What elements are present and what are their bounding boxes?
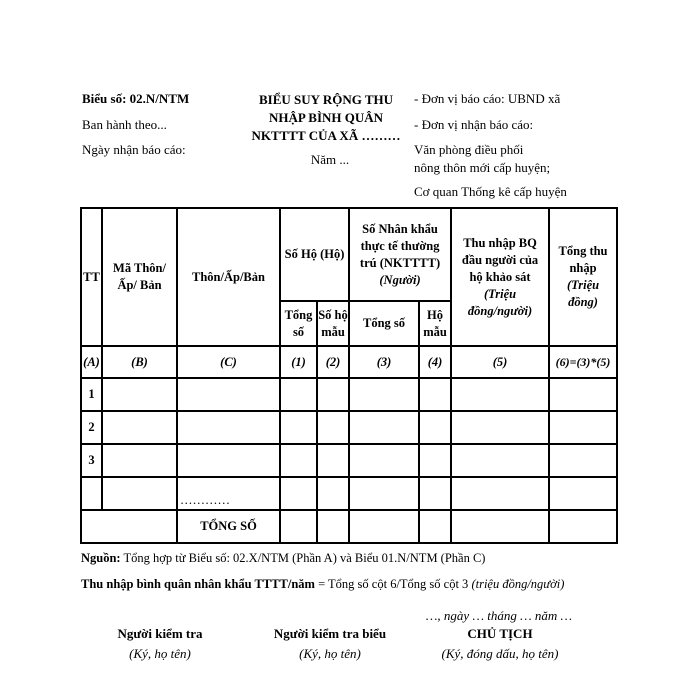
row-number: 1 xyxy=(81,378,102,411)
formula-unit: (triệu đồng/người) xyxy=(471,577,565,591)
title-line-3: NKTTTT CỦA XÃ ……… xyxy=(251,128,401,143)
header-name: Thôn/Ấp/Bản xyxy=(177,208,280,346)
code-row xyxy=(81,346,617,378)
code-cell: (3) xyxy=(349,346,419,378)
table-row xyxy=(81,378,617,411)
formula-text: = Tổng số cột 6/Tổng số cột 3 xyxy=(314,577,472,591)
formula-label: Thu nhập bình quân nhân khẩu TTTT/năm xyxy=(81,577,315,591)
header-total-income-unit: (Triệu đồng) xyxy=(566,278,600,309)
table-row xyxy=(81,444,617,477)
signer-note: (Ký, họ tên) xyxy=(129,646,191,661)
header-income xyxy=(451,208,549,346)
header-persons-label: Số Nhân khẩu thực tế thường trú (NKTTTT) xyxy=(359,221,441,270)
source-text: Tổng hợp từ Biểu số: 02.X/NTM (Phần A) và Biểu 01.N/NTM (Phần C) xyxy=(120,551,486,565)
row-number: 2 xyxy=(81,411,102,444)
received-date: Ngày nhận báo cáo: xyxy=(82,142,186,157)
date-line: …, ngày … tháng … năm … xyxy=(425,608,573,623)
signer-block-1 xyxy=(90,626,230,662)
header-households: Số Hộ (Hộ) xyxy=(280,208,349,301)
row-number: 3 xyxy=(81,444,102,477)
signer-title: Người kiểm tra biểu xyxy=(273,626,387,641)
header-total-income-label: Tổng thu nhập xyxy=(558,244,608,275)
receiver-1 xyxy=(414,141,550,177)
formula-note xyxy=(81,577,564,592)
reporting-unit: - Đơn vị báo cáo: UBND xã xyxy=(414,91,561,106)
signer-block-2 xyxy=(255,626,405,662)
header-income-label: Thu nhập BQ đầu người của hộ khảo sát xyxy=(461,235,539,284)
code-cell: (1) xyxy=(280,346,317,378)
signer-block-3 xyxy=(420,626,580,662)
header-persons xyxy=(349,208,451,301)
table-row xyxy=(81,477,617,510)
receiver-2: Cơ quan Thống kê cấp huyện xyxy=(414,184,567,199)
title-line-1: BIỂU SUY RỘNG THU xyxy=(259,92,393,107)
header-total-income xyxy=(549,208,617,346)
receiving-unit: - Đơn vị nhận báo cáo: xyxy=(414,117,534,132)
title-line-2: NHẬP BÌNH QUÂN xyxy=(268,110,384,125)
header-persons-sample: Hộ mẫu xyxy=(419,301,451,346)
header-code: Mã Thôn/Ấp/ Bản xyxy=(102,208,177,346)
header-persons-unit: (Người) xyxy=(379,272,421,287)
header-persons-total: Tổng số xyxy=(349,301,419,346)
total-row xyxy=(81,510,617,543)
receiver-1-line-b: nông thôn mới cấp huyện; xyxy=(414,160,551,175)
signer-title: Người kiểm tra xyxy=(117,626,203,641)
report-year: Năm ... xyxy=(310,152,350,167)
receiver-1-line-a: Văn phòng điều phối xyxy=(414,142,524,157)
code-cell: (5) xyxy=(451,346,549,378)
table-row xyxy=(81,411,617,444)
source-note xyxy=(81,551,485,566)
code-cell: (C) xyxy=(177,346,280,378)
header-income-unit: (Triệu đồng/người) xyxy=(467,286,533,318)
issued-by: Ban hành theo... xyxy=(82,117,167,132)
code-cell: (6)=(3)*(5) xyxy=(549,346,617,378)
header-households-sample: Số hộ mẫu xyxy=(317,301,349,346)
code-cell: (A) xyxy=(81,346,102,378)
ellipsis-cell: ………… xyxy=(177,477,280,510)
signer-note: (Ký, họ tên) xyxy=(299,646,361,661)
signer-note: (Ký, đóng dấu, họ tên) xyxy=(441,646,559,661)
form-code: Biểu số: 02.N/NTM xyxy=(82,91,190,106)
code-cell: (4) xyxy=(419,346,451,378)
income-table xyxy=(80,207,618,544)
form-title xyxy=(240,91,412,145)
code-cell: (B) xyxy=(102,346,177,378)
header-tt: TT xyxy=(81,208,102,346)
code-cell: (2) xyxy=(317,346,349,378)
header-households-total: Tổng số xyxy=(280,301,317,346)
source-label: Nguồn: xyxy=(81,551,121,565)
signer-title: CHỦ TỊCH xyxy=(467,626,533,641)
total-label: TỔNG SỐ xyxy=(177,510,280,543)
